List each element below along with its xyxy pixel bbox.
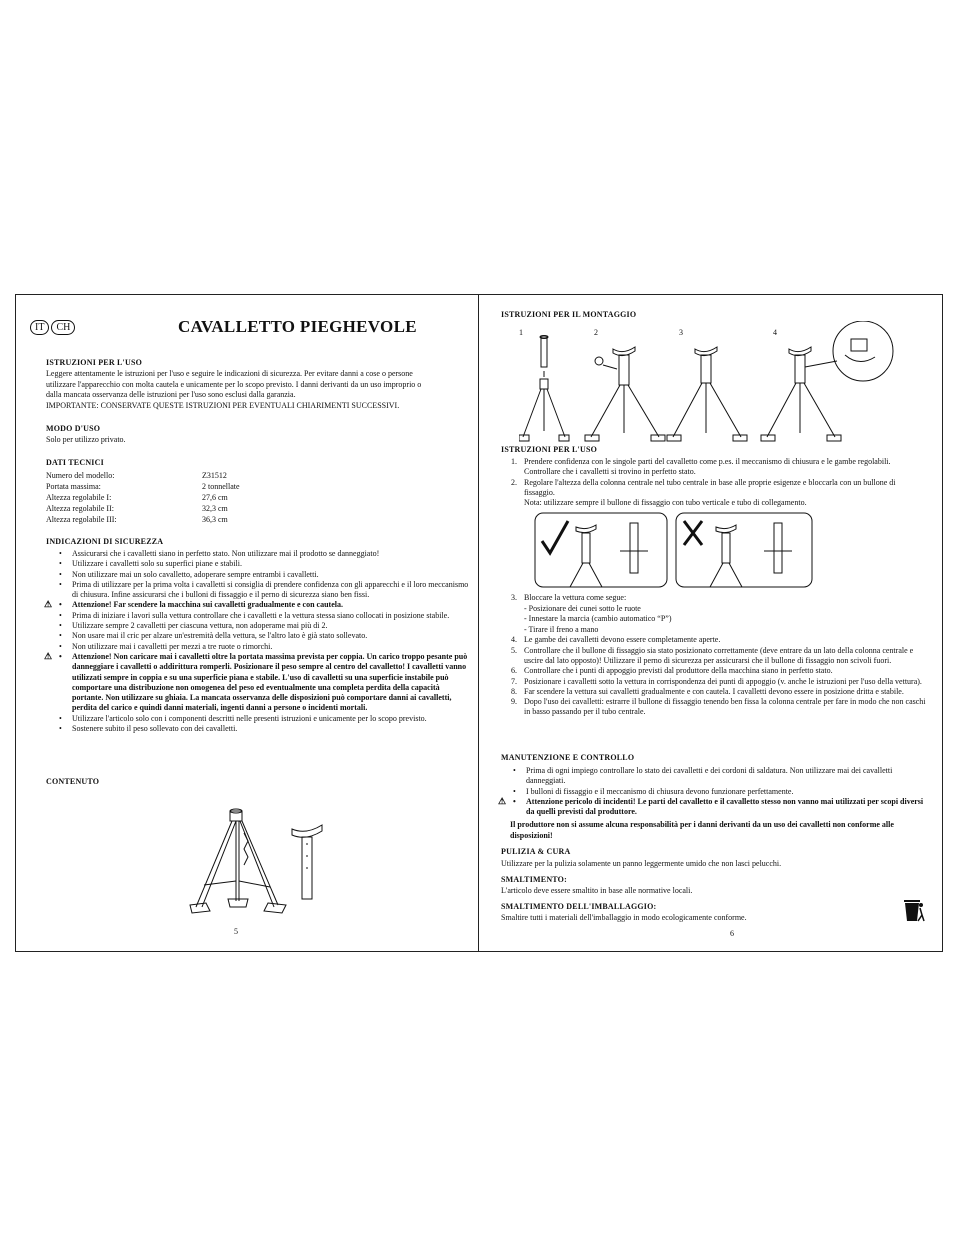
item-number: 9. — [511, 697, 517, 707]
section-heading-imballaggio: SMALTIMENTO DELL'IMBALLAGGIO: — [501, 902, 657, 911]
section-text: L'articolo deve essere smaltito in base alle normative locali. — [501, 886, 693, 895]
spec-label: Portata massima: — [46, 482, 101, 491]
note-text: Nota: utilizzare sempre il bullone di fissaggio con tubo verticale e tubo di collegamento. — [524, 498, 807, 508]
item-number: 7. — [511, 676, 517, 686]
spec-value: 36,3 cm — [202, 515, 228, 524]
spec-value: 32,3 cm — [202, 504, 228, 513]
spec-row — [46, 492, 240, 503]
item-number: 3. — [511, 593, 517, 602]
item-number: 6. — [511, 666, 517, 676]
list-item: • Non utilizzare mai un solo cavalletto, adoperare sempre entrambi i cavalletti. — [45, 570, 471, 580]
step-number: 4 — [773, 328, 777, 337]
list-item: • Prima di iniziare i lavori sulla vettura controllare che i cavalletti e la vettura stessa siano collocati in posizione stabile. — [45, 611, 471, 621]
spec-value: Z31512 — [202, 471, 227, 480]
intro-text — [46, 369, 471, 411]
text-line: dalla mancata osservanza delle istruzioni per l'uso sono esclusi dalla garanzia. — [46, 390, 296, 400]
section-text: Smaltire tutti i materiali dell'imballaggio in modo ecologicamente conforme. — [501, 913, 747, 922]
recycle-bin-icon — [901, 895, 925, 923]
spec-row — [46, 514, 240, 525]
cross-icon — [684, 521, 702, 545]
warning-item: • Attenzione! Far scendere la macchina sui cavalletti gradualmente e con cautela. ⚠ — [45, 600, 471, 610]
list-item — [501, 677, 926, 687]
step-number: 2 — [594, 328, 598, 337]
check-icon — [542, 521, 568, 553]
section-heading-montaggio: ISTRUZIONI PER IL MONTAGGIO — [501, 310, 637, 319]
section-heading-pulizia: PULIZIA & CURA — [501, 847, 571, 856]
section-text: Solo per utilizzo privato. — [46, 435, 126, 444]
section-modo-uso — [46, 424, 126, 446]
item-text: Le gambe dei cavalletti devono essere completamente aperte. — [524, 635, 721, 645]
step-number: 3 — [679, 328, 683, 337]
sub-item: - Posizionare dei cunei sotto le ruote — [524, 603, 641, 613]
list-item: • Sostenere subito il peso sollevato con dei cavalletti. — [45, 724, 471, 734]
list-item: • Assicurarsi che i cavalletti siano in perfetto stato. Non utilizzare mai il prodotto se danneggiato! — [45, 549, 471, 559]
badge-it: IT — [30, 320, 49, 335]
spec-value: 2 tonnellate — [202, 482, 240, 491]
assembly-steps-illustration — [519, 321, 929, 445]
spec-row — [46, 481, 240, 492]
sub-item: - Innestare la marcia (cambio automatico “P”) — [524, 614, 672, 624]
usage-list-a — [501, 457, 926, 509]
section-heading-sicurezza: INDICAZIONI DI SICUREZZA — [46, 537, 164, 546]
page-divider — [478, 294, 479, 952]
country-badges — [30, 320, 75, 335]
section-heading-smaltimento: SMALTIMENTO: — [501, 875, 567, 884]
page-number: 6 — [730, 929, 734, 938]
manual-spread — [15, 294, 943, 952]
list-item — [501, 687, 926, 697]
item-text: Posizionare i cavalletti sotto la vettura in corrispondenza dei punti di appoggio (v. anche le istruzioni per l'uso della vettura). — [524, 676, 922, 686]
list-item: • Non usare mai il cric per alzare un'estremità della vettura, se l'altro lato è già stato sollevato. — [45, 631, 471, 641]
safety-list — [45, 549, 471, 734]
section-heading: ISTRUZIONI PER L'USO — [46, 358, 143, 367]
correct-wrong-illustration — [534, 511, 814, 591]
section-heading-dati-tecnici: DATI TECNICI — [46, 458, 104, 467]
item-text: Regolare l'altezza della colonna centrale nel tubo centrale in base alle proprie esigenze e bloccarla con un bullone di fissaggio. — [524, 477, 896, 497]
item-text: Bloccare la vettura come segue: — [524, 593, 627, 602]
list-item — [501, 593, 926, 604]
section-istruzioni-uso — [46, 358, 471, 411]
item-text: Far scendere la vettura sui cavalletti gradualmente e con cautela. I cavalletti devono essere in posizione dritta e stabile. — [524, 686, 904, 696]
disclaimer: Il produttore non si assume alcuna responsabilità per i danni derivanti da un uso dei cavalletti non conforme alle disposizioni! — [510, 820, 894, 841]
warning-item: • Attenzione! Non caricare mai i cavalletti oltre la portata massima prevista per coppia. Un carico troppo pesante può danneggiare i cavalletti o addirittura romperli. Posizionare il peso sempre al centro del cavalletto! I cavalletti vanno utilizzati sempre in coppia e su una superficie piana e stabile. L'uso di cavalletti su una superficie instabile può comportare una distribuzione non omogenea del peso ed eventualmente una completa perdita della capacità portante. Non utilizzare su ghiaia. La mancata osservanza delle disposizioni può comportare danni ai cavalletti, perdita del carico e quindi danni materiali, ingenti danni a persone o incidenti mortali. ⚠ — [45, 652, 471, 714]
list-item: • Prima di utilizzare per la prima volta i cavalletti si consiglia di prendere confidenza con gli apparecchi e il loro meccanismo di chiusura. Infine assicurarsi che i bulloni di fissaggio e il perno di sicurezza siano ben fissi. — [45, 580, 471, 601]
text-line: utilizzare l'apparecchio con molta cautela e unicamente per lo scopo previsto. I danni derivanti da un uso improprio o — [46, 379, 422, 389]
list-item — [501, 697, 926, 718]
badge-ch: CH — [51, 320, 75, 335]
spec-label: Altezza regolabile III: — [46, 515, 117, 524]
spec-value: 27,6 cm — [202, 493, 228, 502]
section-heading-contenuto: CONTENUTO — [46, 777, 100, 786]
item-text: Prendere confidenza con le singole parti del cavalletto come p.es. il meccanismo di chiusura e le gambe regolabili. Controllare che i cavalletti si trovino in perfetto stato. — [524, 457, 891, 477]
list-item — [501, 666, 926, 676]
item-text: Controllare che il bullone di fissaggio sia stato posizionato correttamente (deve entrare da un lato della colonna centrale e uscire dal lato opposto)! Utilizzare il perno di sicurezza per assicurarsi che il bullone di fissaggio non scivoli fuori. — [524, 645, 914, 665]
item-text: Dopo l'uso dei cavalletti: estrarre il bullone di fissaggio tenendo ben fissa la colonna centrale per fare in modo che non caschi in basso passando per il tubo centrale. — [524, 697, 926, 717]
item-number: 2. — [511, 477, 517, 487]
sub-item: - Tirare il freno a mano — [524, 624, 599, 634]
item-number: 8. — [511, 686, 517, 696]
section-heading: MODO D'USO — [46, 424, 101, 433]
item-number: 5. — [511, 645, 517, 655]
list-item: • Non utilizzare mai i cavalletti per mezzi a tre ruote o rimorchi. — [45, 642, 471, 652]
item-number: 1. — [511, 457, 517, 466]
list-item: • I bulloni di fissaggio e il meccanismo di chiusura devono funzionare perfettamente. — [499, 787, 926, 797]
usage-list-b — [501, 593, 926, 718]
maintenance-list — [499, 766, 926, 842]
spec-label: Numero del modello: — [46, 471, 115, 480]
text-line: Leggere attentamente le istruzioni per l'uso e seguire le indicazioni di sicurezza. Per evitare danni a cose o persone — [46, 369, 413, 378]
tech-specs-table — [46, 470, 240, 525]
spec-row — [46, 503, 240, 514]
list-item: • Utilizzare sempre 2 cavalletti per ciascuna vettura, non adoperame mai più di 2. — [45, 621, 471, 631]
section-heading-manutenzione: MANUTENZIONE E CONTROLLO — [501, 753, 635, 762]
list-item — [501, 635, 926, 645]
item-text: Controllare che i punti di appoggio previsti dal produttore della macchina siano in perfetto stato. — [524, 666, 833, 676]
list-item — [501, 478, 926, 499]
warning-item: • Attenzione pericolo di incidenti! Le parti del cavalletto e il cavalletto stesso non vanno mai utilizzati per scopi diversi da quelli previsti dal produttore. ⚠ — [499, 797, 926, 818]
list-item: • Prima di ogni impiego controllare lo stato dei cavalletti e dei cordoni di saldatura. Non utilizzare mai dei cavalletti danneggiati. — [499, 766, 926, 787]
section-heading-istruzioni: ISTRUZIONI PER L'USO — [501, 445, 598, 454]
spec-label: Altezza regolabile II: — [46, 504, 114, 513]
page-number: 5 — [234, 927, 238, 936]
list-item: • Utilizzare l'articolo solo con i componenti descritti nelle presenti istruzioni e unicamente per lo scopo previsto. — [45, 714, 471, 724]
step-number: 1 — [519, 328, 523, 337]
spec-label: Altezza regolabile I: — [46, 493, 112, 502]
stand-contents-illustration — [186, 807, 336, 917]
spec-row — [46, 470, 240, 481]
list-item — [501, 457, 926, 478]
list-item: • Utilizzare i cavalletti solo su superfici piane e stabili. — [45, 559, 471, 569]
page-title: CAVALLETTO PIEGHEVOLE — [178, 317, 417, 336]
item-number: 4. — [511, 635, 517, 645]
section-text: Utilizzare per la pulizia solamente un panno leggermente umido che non lasci pelucchi. — [501, 859, 782, 868]
list-item — [501, 646, 926, 667]
text-line: IMPORTANTE: CONSERVATE QUESTE ISTRUZIONI PER EVENTUALI CHIARIMENTI SUCCESSIVI. — [46, 400, 400, 410]
